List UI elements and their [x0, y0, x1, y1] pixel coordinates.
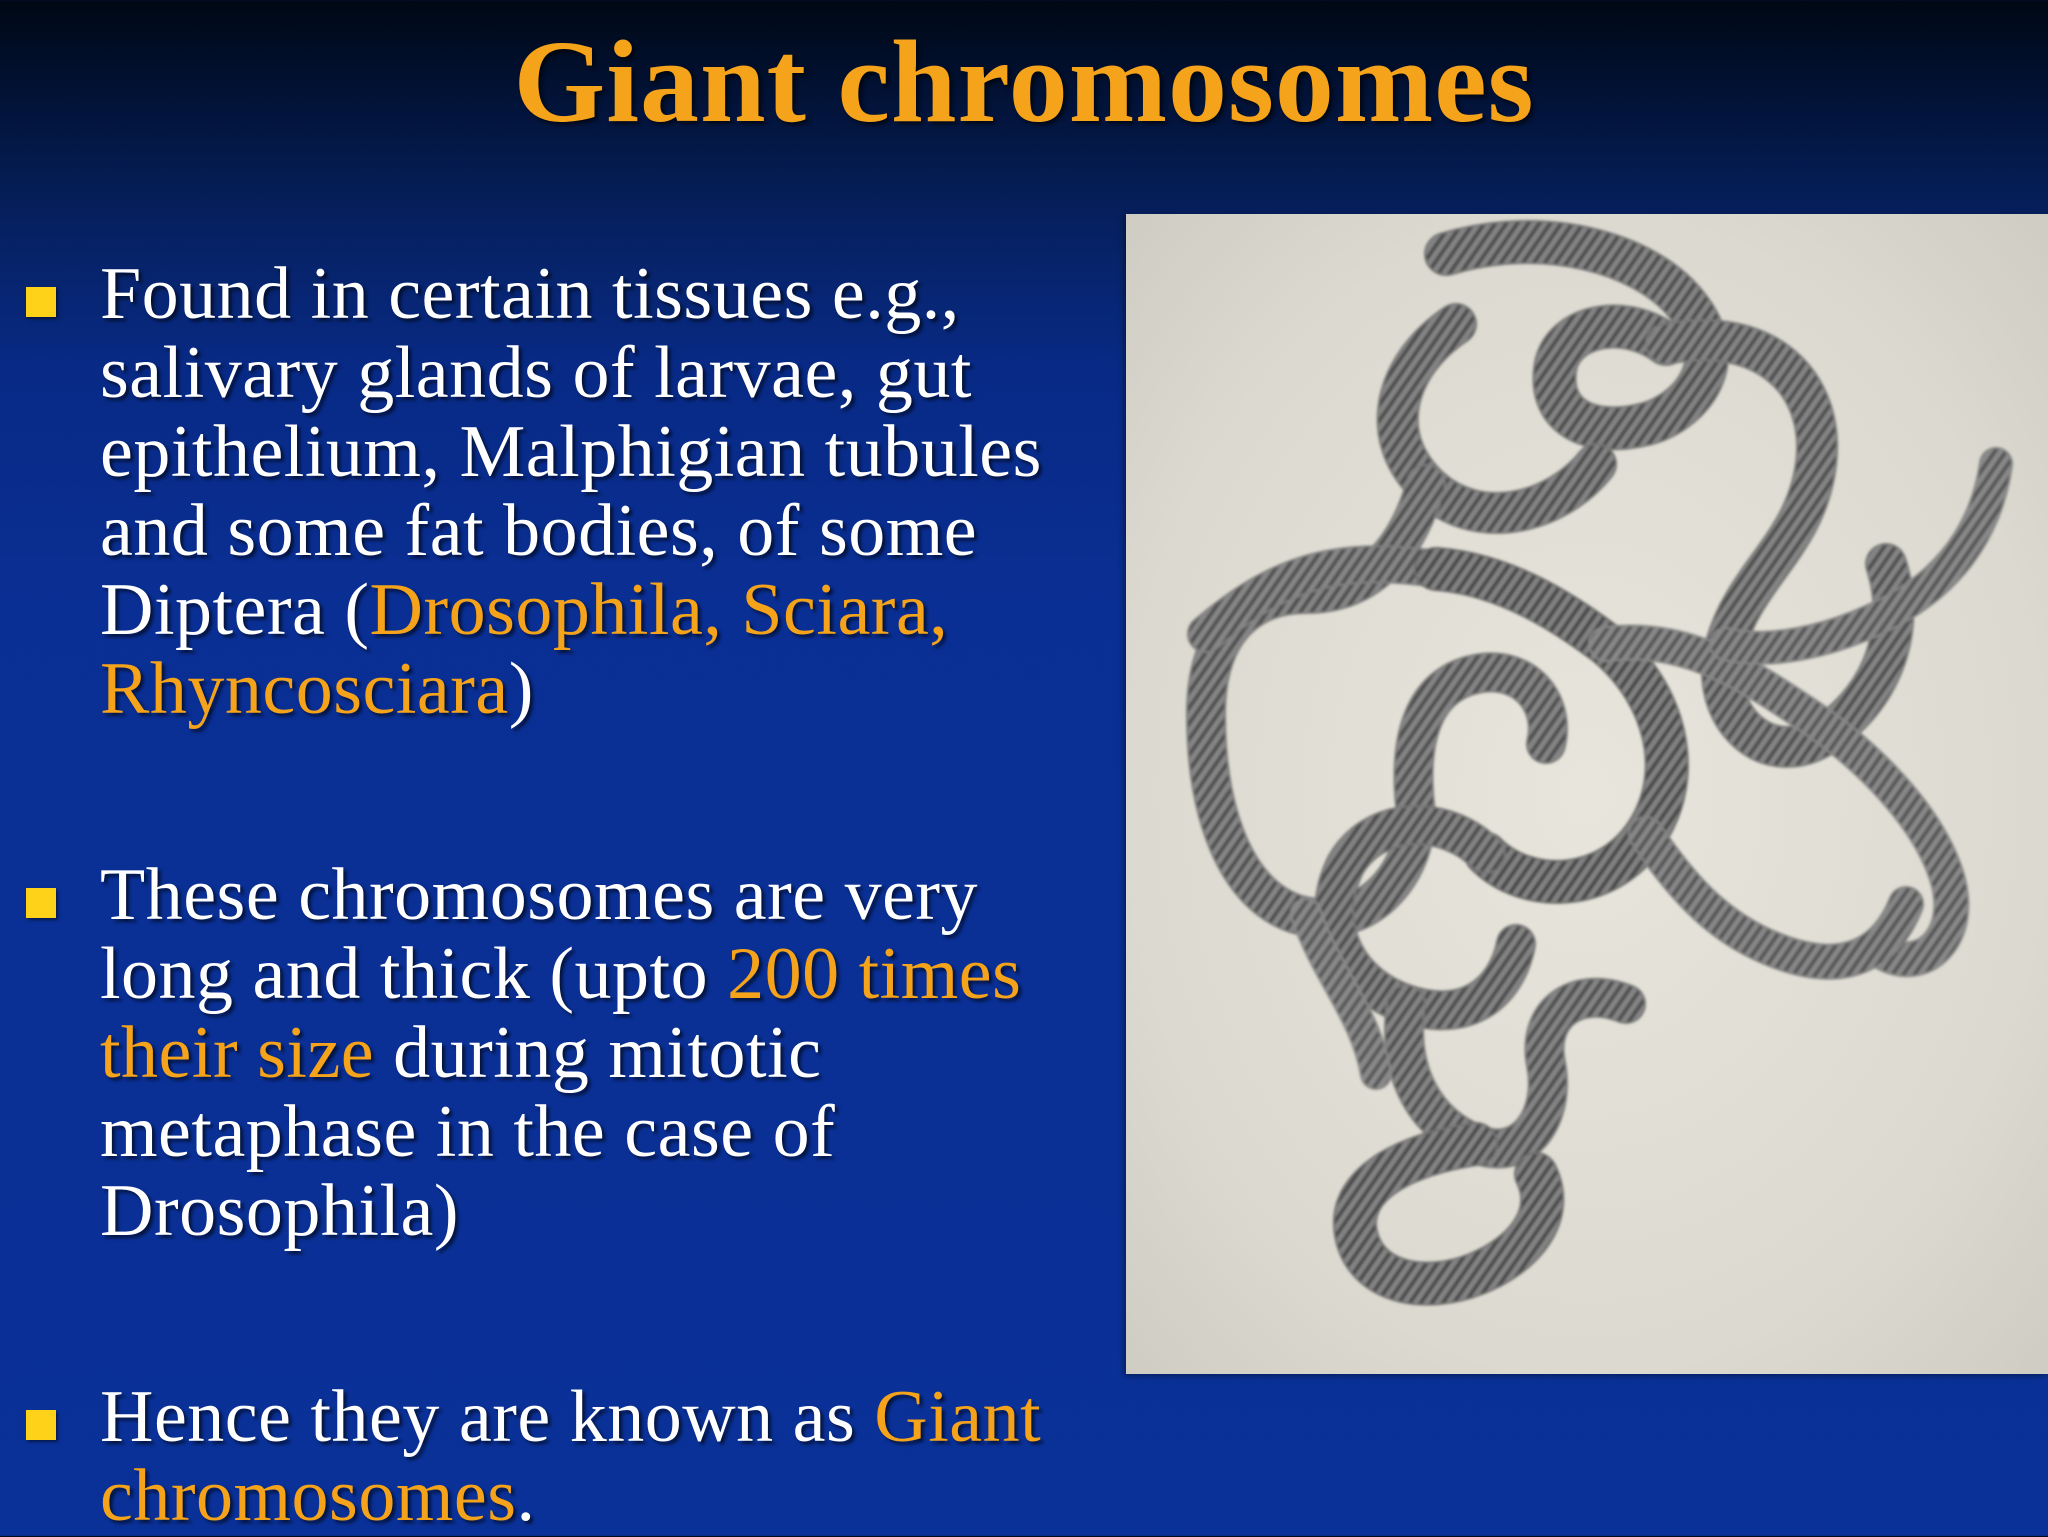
- bullet-highlight: Drosophila, Sciara, Rhyncosciara: [100, 569, 949, 730]
- bullet-text: [100, 255, 1100, 729]
- bullet-text: [100, 856, 1100, 1251]
- square-bullet-icon: [26, 1410, 56, 1440]
- bullet-text-part: .: [516, 1455, 536, 1537]
- bullet-highlight: Giant chromosomes: [100, 1376, 1042, 1537]
- bullet-text-part: ): [508, 648, 534, 730]
- square-bullet-icon: [26, 888, 56, 918]
- bullet-text-part: Found in certain tissues e.g., salivary glands of larvae, gut epithelium, Malphigian tubules and some fat bodies, of some Diptera (: [100, 253, 1042, 651]
- bullet-text-part: during mitotic metaphase in the case of Drosophila): [100, 1012, 836, 1252]
- square-bullet-icon: [26, 287, 56, 317]
- chromosome-micrograph: [1126, 214, 2048, 1374]
- bullet-text-part: These chromosomes are very long and thick (upto: [100, 854, 979, 1015]
- bullet-highlight: 200 times their size: [100, 933, 1022, 1094]
- chromosome-micrograph-drawing: [1126, 214, 2048, 1374]
- slide-title: Giant chromosomes: [513, 16, 1535, 147]
- bullet-text: [100, 1378, 1100, 1536]
- bullet-text-part: Hence they are known as: [100, 1376, 875, 1458]
